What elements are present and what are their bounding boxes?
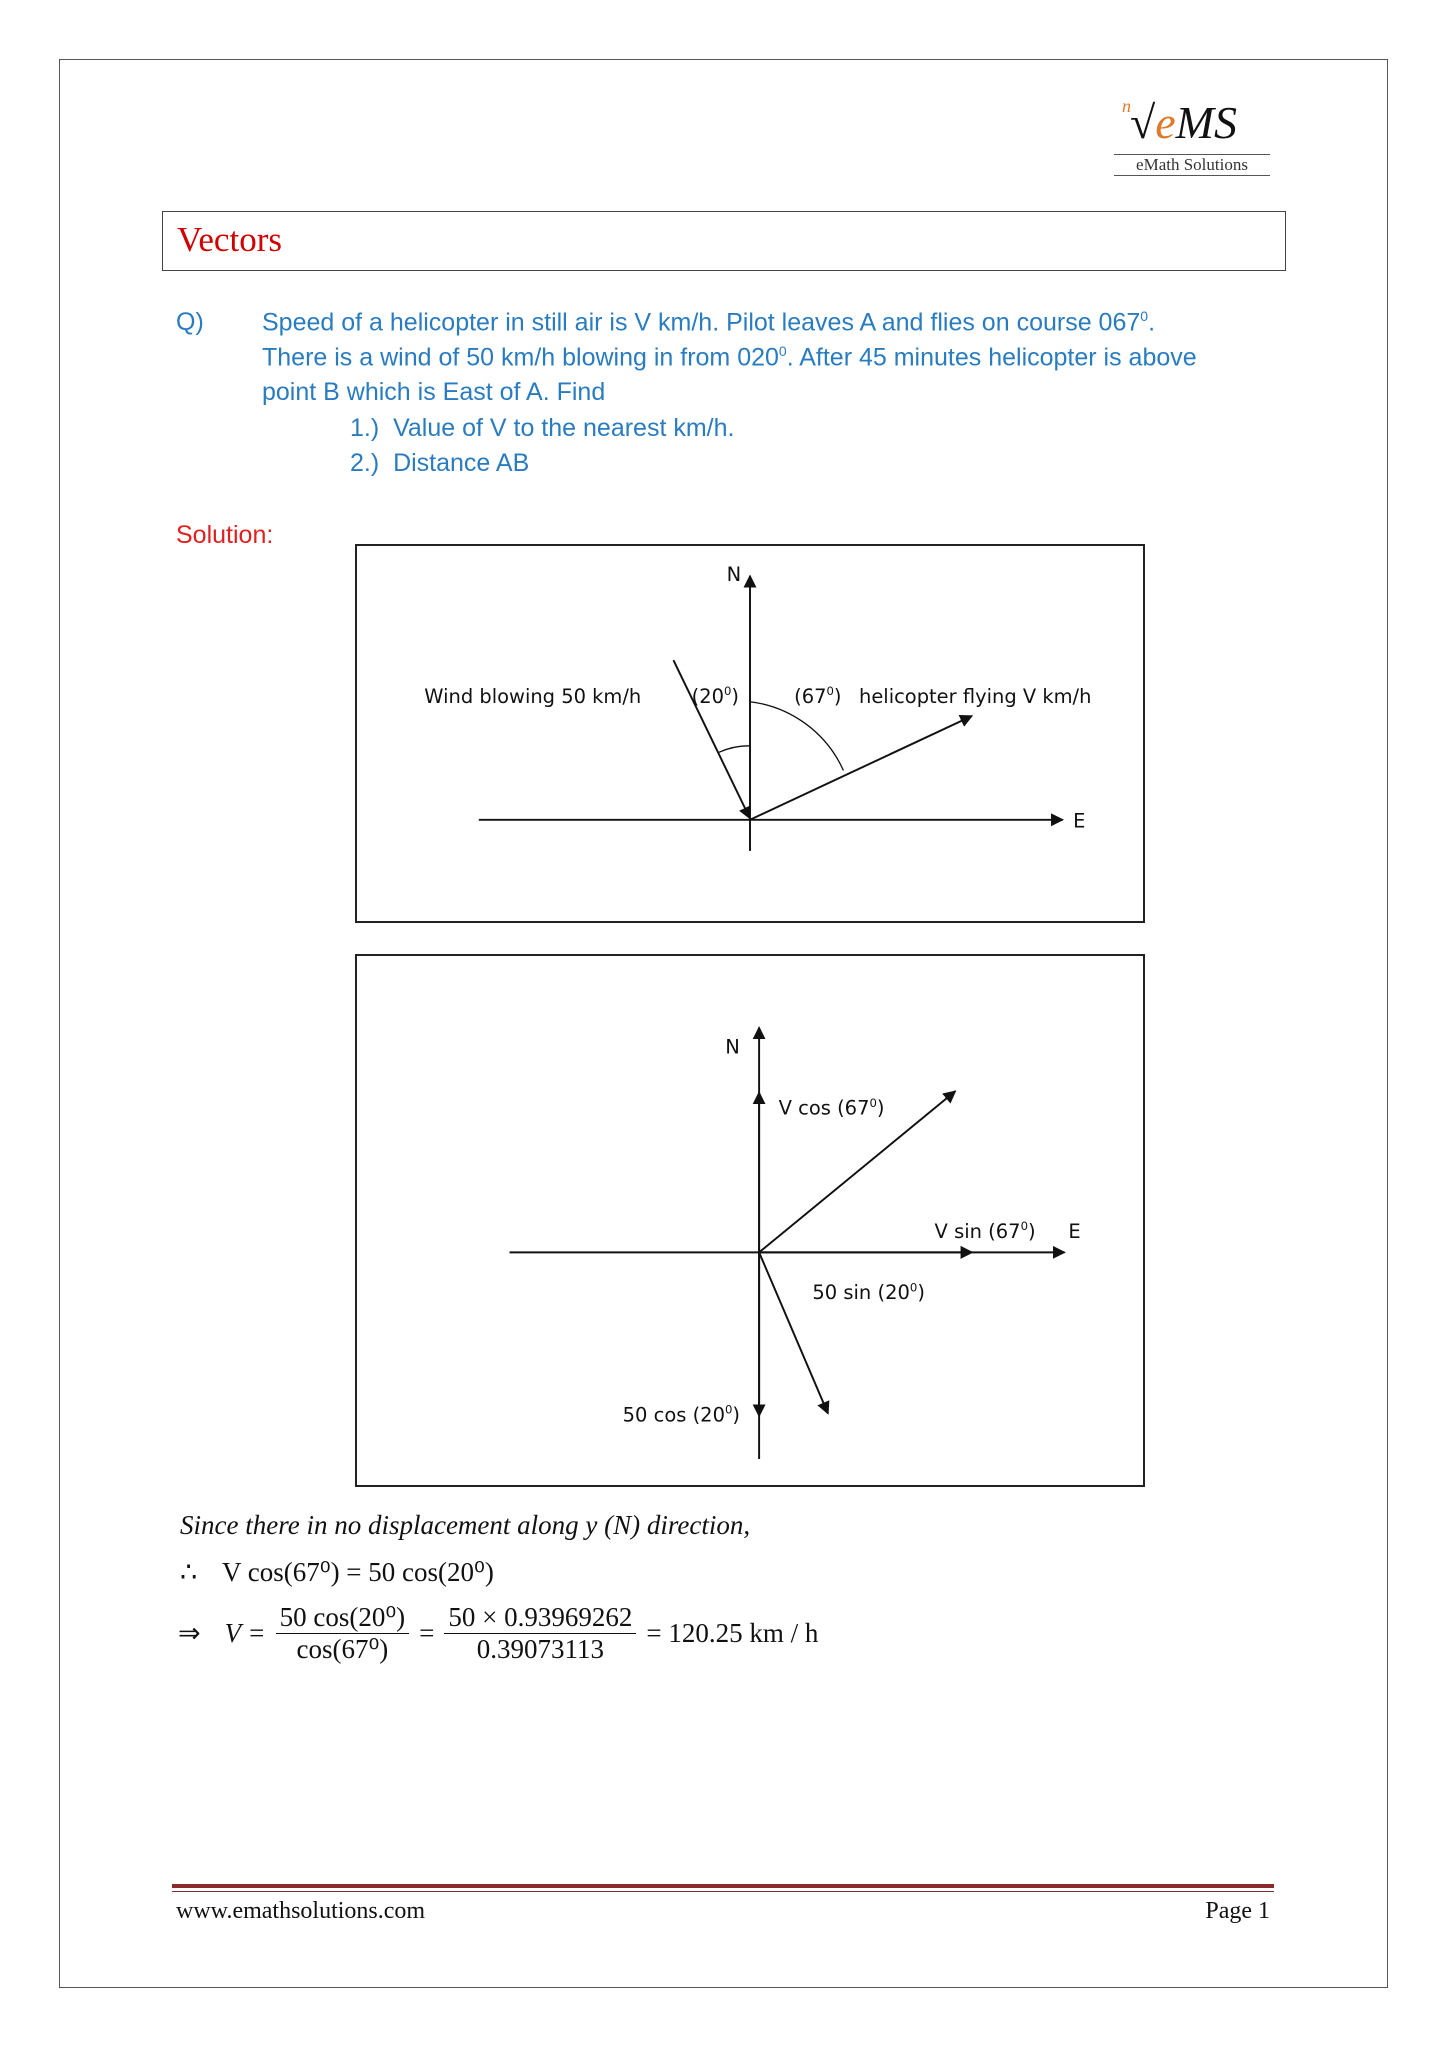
wind-label: Wind blowing 50 km/h bbox=[424, 685, 642, 709]
question-label: Q) bbox=[176, 308, 204, 336]
page-title: Vectors bbox=[177, 220, 282, 259]
question-text: There is a wind of 50 km/h blowing in from 020 bbox=[262, 343, 779, 372]
angle-arc-67 bbox=[750, 702, 843, 771]
question-text: . bbox=[1148, 308, 1156, 337]
question-item-2: 2.) Distance AB bbox=[350, 449, 530, 477]
heli-angle-label: $(67^0)$ bbox=[794, 684, 842, 709]
fraction-1 bbox=[276, 1602, 410, 1665]
wind-vector bbox=[673, 660, 750, 818]
course-diagram bbox=[357, 546, 1143, 921]
east-label: E bbox=[1068, 1220, 1081, 1244]
result: = 120.25 km / h bbox=[646, 1618, 819, 1648]
logo-root-index: n bbox=[1122, 96, 1131, 116]
fraction-2 bbox=[444, 1602, 636, 1665]
emath-logo bbox=[1108, 96, 1278, 180]
title-box bbox=[162, 211, 1286, 271]
logo-ms: MS bbox=[1175, 97, 1237, 148]
question-line-2 bbox=[262, 343, 1197, 372]
question-text: . After 45 minutes helicopter is above bbox=[786, 343, 1197, 372]
sin50-label: 50 $\sin (20^0)$ bbox=[812, 1280, 925, 1305]
page-number: Page 1 bbox=[1205, 1898, 1270, 1924]
denominator: cos(67⁰) bbox=[296, 1634, 389, 1664]
question-item-1: 1.) Value of V to the nearest km/h. bbox=[350, 414, 735, 442]
components-diagram bbox=[357, 956, 1143, 1485]
question-line-1 bbox=[262, 308, 1155, 337]
degree-sup: 0 bbox=[778, 343, 787, 359]
lhs: V = bbox=[224, 1618, 266, 1648]
equals: = bbox=[419, 1618, 435, 1648]
question-line-3: point B which is East of A. Find bbox=[262, 378, 606, 406]
numerator: 50 cos(20⁰) bbox=[276, 1602, 410, 1634]
question-text: Speed of a helicopter in still air is V km/h. Pilot leaves A and flies on course 067 bbox=[262, 308, 1141, 337]
v-sin-label: V $\sin (67^0)$ bbox=[934, 1219, 1036, 1244]
footer-url[interactable]: www.emathsolutions.com bbox=[176, 1898, 426, 1924]
degree-sup: 0 bbox=[1140, 308, 1149, 324]
numerator: 50 × 0.93969262 bbox=[444, 1602, 636, 1634]
logo-e: e bbox=[1155, 97, 1176, 148]
diagram-course-box bbox=[355, 544, 1145, 923]
math-line-1: Since there in no displacement along y (N) direction, bbox=[180, 1510, 751, 1540]
north-label: N bbox=[725, 1035, 740, 1059]
math-line-2: V cos(67⁰) = 50 cos(20⁰) bbox=[222, 1557, 494, 1587]
logo-mark: √eMS bbox=[1130, 97, 1237, 148]
heli-label: helicopter flying V km/h bbox=[858, 685, 1092, 709]
wind-angle-label: $(20^0)$ bbox=[691, 684, 739, 709]
north-label: N bbox=[726, 563, 742, 587]
implies-symbol: ⇒ bbox=[178, 1618, 201, 1648]
east-label: E bbox=[1073, 809, 1086, 833]
v-cos-label: V $\cos (67^0)$ bbox=[778, 1095, 885, 1120]
math-line-3 bbox=[178, 1602, 818, 1665]
footer-rule bbox=[172, 1884, 1274, 1888]
logo-subtitle: eMath Solutions bbox=[1114, 154, 1270, 176]
solution-label: Solution: bbox=[176, 521, 274, 549]
footer-rule-thin bbox=[172, 1891, 1274, 1892]
helicopter-vector bbox=[750, 716, 972, 820]
cos50-label: 50 $\cos (20^0)$ bbox=[622, 1402, 741, 1427]
diagram-components-box bbox=[355, 954, 1145, 1487]
denominator: 0.39073113 bbox=[476, 1634, 605, 1664]
angle-arc-20 bbox=[719, 746, 750, 752]
therefore-symbol: ∴ bbox=[180, 1557, 198, 1587]
wind-vector bbox=[759, 1252, 828, 1413]
